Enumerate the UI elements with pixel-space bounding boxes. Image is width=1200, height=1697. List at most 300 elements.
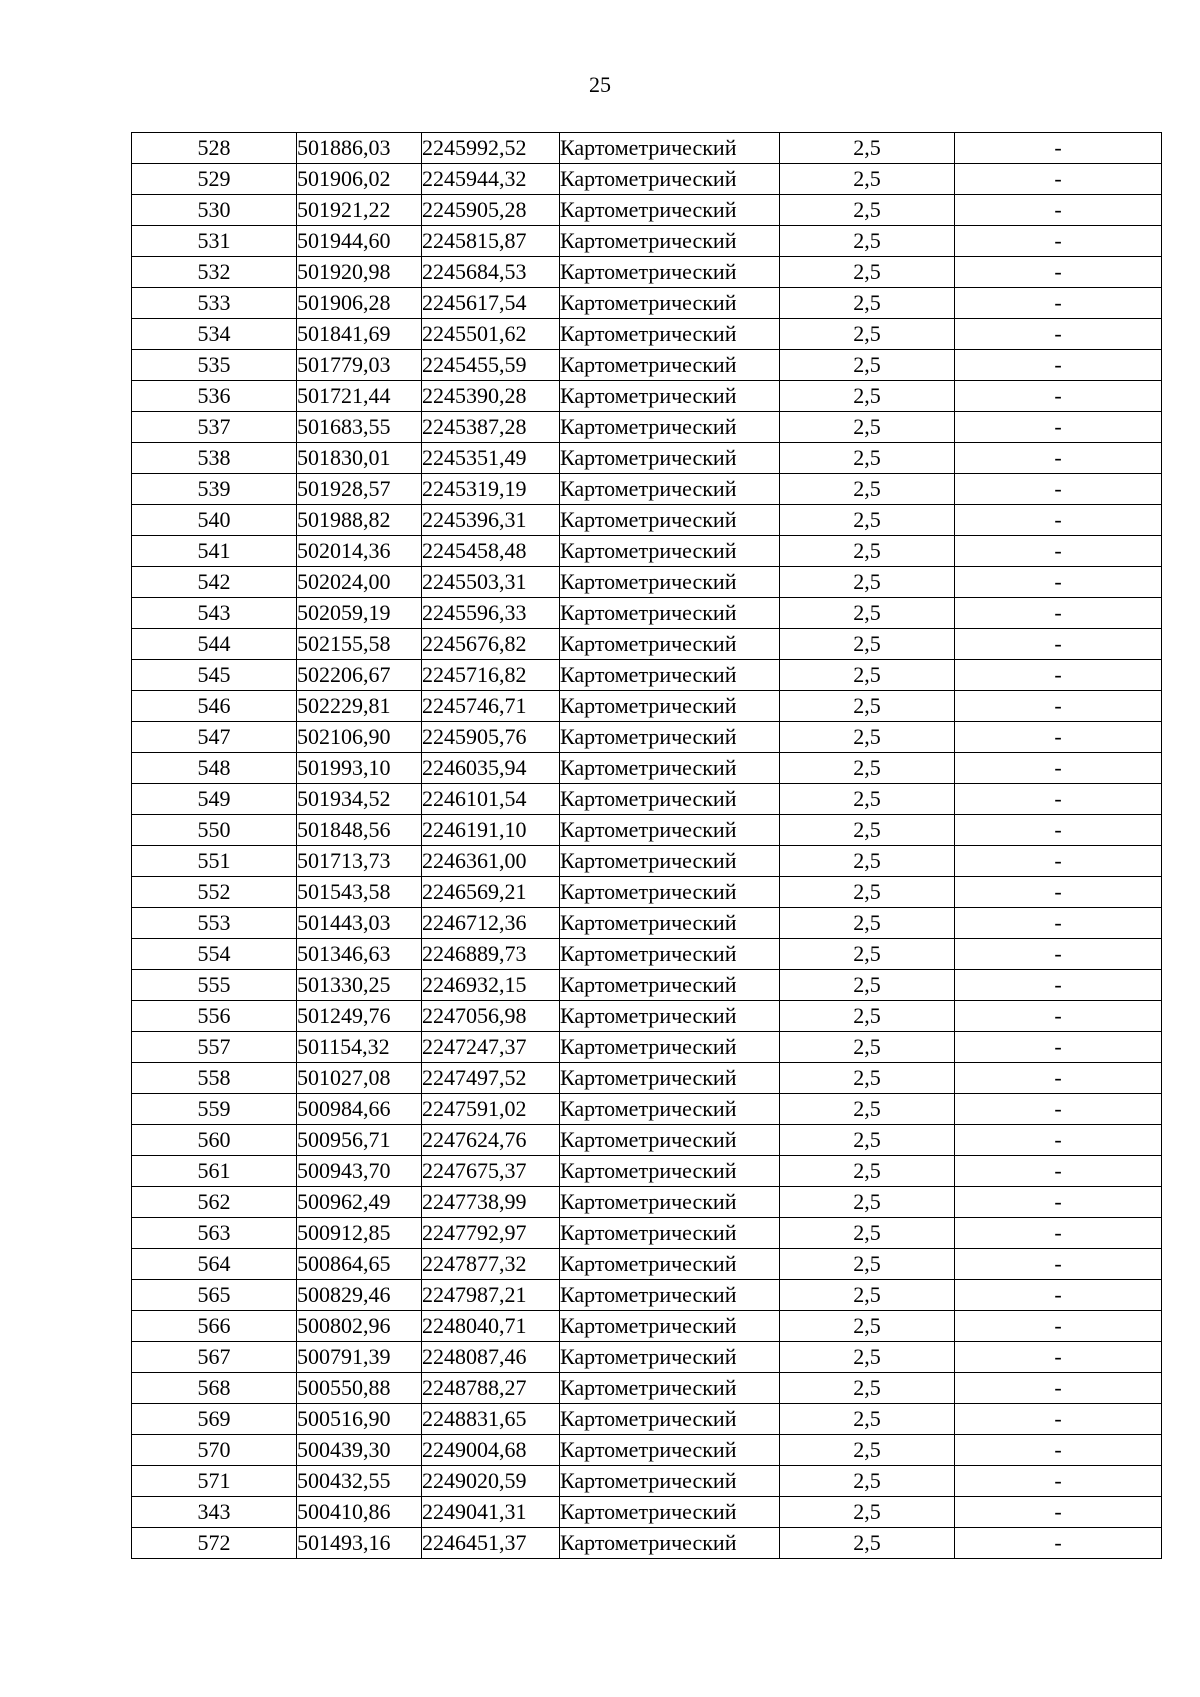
table-row: [132, 1187, 1162, 1218]
table-row: [132, 1001, 1162, 1032]
x-coordinate-cell: 501934,52: [297, 784, 422, 815]
x-coordinate-cell: 501993,10: [297, 753, 422, 784]
table-row: [132, 846, 1162, 877]
description-cell: -: [955, 939, 1162, 970]
method-cell: Картометрический: [560, 381, 780, 412]
accuracy-cell: 2,5: [780, 288, 955, 319]
y-coordinate-cell: 2246035,94: [422, 753, 560, 784]
x-coordinate-cell: 502014,36: [297, 536, 422, 567]
x-coordinate-cell: 501683,55: [297, 412, 422, 443]
description-cell: -: [955, 412, 1162, 443]
x-coordinate-cell: 500864,65: [297, 1249, 422, 1280]
method-cell: Картометрический: [560, 1435, 780, 1466]
y-coordinate-cell: 2245617,54: [422, 288, 560, 319]
description-cell: -: [955, 474, 1162, 505]
point-number-cell: 561: [132, 1156, 297, 1187]
description-cell: -: [955, 381, 1162, 412]
method-cell: Картометрический: [560, 691, 780, 722]
table-row: [132, 381, 1162, 412]
point-number-cell: 562: [132, 1187, 297, 1218]
description-cell: -: [955, 846, 1162, 877]
point-number-cell: 551: [132, 846, 297, 877]
description-cell: -: [955, 164, 1162, 195]
x-coordinate-cell: 501713,73: [297, 846, 422, 877]
description-cell: -: [955, 1249, 1162, 1280]
method-cell: Картометрический: [560, 1218, 780, 1249]
y-coordinate-cell: 2248831,65: [422, 1404, 560, 1435]
x-coordinate-cell: 501928,57: [297, 474, 422, 505]
y-coordinate-cell: 2247591,02: [422, 1094, 560, 1125]
description-cell: -: [955, 1218, 1162, 1249]
page-number: 25: [589, 72, 611, 97]
description-cell: -: [955, 1528, 1162, 1559]
table-row: [132, 443, 1162, 474]
y-coordinate-cell: 2249020,59: [422, 1466, 560, 1497]
point-number-cell: 550: [132, 815, 297, 846]
description-cell: -: [955, 257, 1162, 288]
method-cell: Картометрический: [560, 970, 780, 1001]
accuracy-cell: 2,5: [780, 598, 955, 629]
description-cell: -: [955, 1404, 1162, 1435]
accuracy-cell: 2,5: [780, 1404, 955, 1435]
point-number-cell: 536: [132, 381, 297, 412]
description-cell: -: [955, 567, 1162, 598]
method-cell: Картометрический: [560, 319, 780, 350]
point-number-cell: 540: [132, 505, 297, 536]
point-number-cell: 547: [132, 722, 297, 753]
point-number-cell: 560: [132, 1125, 297, 1156]
accuracy-cell: 2,5: [780, 226, 955, 257]
table-row: [132, 536, 1162, 567]
x-coordinate-cell: 500984,66: [297, 1094, 422, 1125]
y-coordinate-cell: 2245944,32: [422, 164, 560, 195]
point-number-cell: 546: [132, 691, 297, 722]
table-row: [132, 753, 1162, 784]
method-cell: Картометрический: [560, 536, 780, 567]
table-row: [132, 1342, 1162, 1373]
accuracy-cell: 2,5: [780, 1094, 955, 1125]
method-cell: Картометрический: [560, 1063, 780, 1094]
x-coordinate-cell: 501848,56: [297, 815, 422, 846]
point-number-cell: 559: [132, 1094, 297, 1125]
description-cell: -: [955, 877, 1162, 908]
point-number-cell: 569: [132, 1404, 297, 1435]
description-cell: -: [955, 1125, 1162, 1156]
method-cell: Картометрический: [560, 567, 780, 598]
table-row: [132, 1156, 1162, 1187]
table-row: [132, 505, 1162, 536]
method-cell: Картометрический: [560, 1125, 780, 1156]
x-coordinate-cell: 500829,46: [297, 1280, 422, 1311]
point-number-cell: 557: [132, 1032, 297, 1063]
accuracy-cell: 2,5: [780, 784, 955, 815]
accuracy-cell: 2,5: [780, 753, 955, 784]
method-cell: Картометрический: [560, 1032, 780, 1063]
point-number-cell: 572: [132, 1528, 297, 1559]
y-coordinate-cell: 2247877,32: [422, 1249, 560, 1280]
point-number-cell: 555: [132, 970, 297, 1001]
method-cell: Картометрический: [560, 908, 780, 939]
point-number-cell: 542: [132, 567, 297, 598]
x-coordinate-cell: 500439,30: [297, 1435, 422, 1466]
y-coordinate-cell: 2247792,97: [422, 1218, 560, 1249]
y-coordinate-cell: 2245905,76: [422, 722, 560, 753]
accuracy-cell: 2,5: [780, 1249, 955, 1280]
accuracy-cell: 2,5: [780, 381, 955, 412]
y-coordinate-cell: 2245351,49: [422, 443, 560, 474]
method-cell: Картометрический: [560, 1311, 780, 1342]
y-coordinate-cell: 2245387,28: [422, 412, 560, 443]
y-coordinate-cell: 2245390,28: [422, 381, 560, 412]
y-coordinate-cell: 2248040,71: [422, 1311, 560, 1342]
accuracy-cell: 2,5: [780, 505, 955, 536]
accuracy-cell: 2,5: [780, 722, 955, 753]
x-coordinate-cell: 500791,39: [297, 1342, 422, 1373]
y-coordinate-cell: 2247738,99: [422, 1187, 560, 1218]
y-coordinate-cell: 2245992,52: [422, 133, 560, 164]
x-coordinate-cell: 502106,90: [297, 722, 422, 753]
method-cell: Картометрический: [560, 1280, 780, 1311]
y-coordinate-cell: 2246712,36: [422, 908, 560, 939]
method-cell: Картометрический: [560, 1001, 780, 1032]
accuracy-cell: 2,5: [780, 567, 955, 598]
x-coordinate-cell: 500956,71: [297, 1125, 422, 1156]
table-row: [132, 567, 1162, 598]
x-coordinate-cell: 502229,81: [297, 691, 422, 722]
table-row: [132, 877, 1162, 908]
description-cell: -: [955, 629, 1162, 660]
x-coordinate-cell: 501330,25: [297, 970, 422, 1001]
accuracy-cell: 2,5: [780, 1063, 955, 1094]
x-coordinate-cell: 502024,00: [297, 567, 422, 598]
accuracy-cell: 2,5: [780, 1466, 955, 1497]
method-cell: Картометрический: [560, 474, 780, 505]
point-number-cell: 532: [132, 257, 297, 288]
y-coordinate-cell: 2246361,00: [422, 846, 560, 877]
point-number-cell: 564: [132, 1249, 297, 1280]
method-cell: Картометрический: [560, 505, 780, 536]
table-row: [132, 784, 1162, 815]
accuracy-cell: 2,5: [780, 815, 955, 846]
x-coordinate-cell: 502206,67: [297, 660, 422, 691]
x-coordinate-cell: 501154,32: [297, 1032, 422, 1063]
table-row: [132, 908, 1162, 939]
method-cell: Картометрический: [560, 133, 780, 164]
point-number-cell: 563: [132, 1218, 297, 1249]
table-row: [132, 660, 1162, 691]
x-coordinate-cell: 502155,58: [297, 629, 422, 660]
accuracy-cell: 2,5: [780, 133, 955, 164]
coordinates-table: [131, 132, 1162, 1559]
table-row: [132, 133, 1162, 164]
table-row: [132, 1125, 1162, 1156]
x-coordinate-cell: 501443,03: [297, 908, 422, 939]
x-coordinate-cell: 501493,16: [297, 1528, 422, 1559]
description-cell: -: [955, 1466, 1162, 1497]
x-coordinate-cell: 500802,96: [297, 1311, 422, 1342]
point-number-cell: 544: [132, 629, 297, 660]
table-row: [132, 970, 1162, 1001]
point-number-cell: 553: [132, 908, 297, 939]
table-row: [132, 288, 1162, 319]
method-cell: Картометрический: [560, 846, 780, 877]
method-cell: Картометрический: [560, 629, 780, 660]
description-cell: -: [955, 443, 1162, 474]
table-row: [132, 1094, 1162, 1125]
table-row: [132, 226, 1162, 257]
description-cell: -: [955, 1094, 1162, 1125]
method-cell: Картометрический: [560, 660, 780, 691]
coordinates-table-body: [132, 133, 1162, 1559]
x-coordinate-cell: 501249,76: [297, 1001, 422, 1032]
accuracy-cell: 2,5: [780, 629, 955, 660]
method-cell: Картометрический: [560, 1497, 780, 1528]
table-row: [132, 474, 1162, 505]
method-cell: Картометрический: [560, 939, 780, 970]
x-coordinate-cell: 501027,08: [297, 1063, 422, 1094]
y-coordinate-cell: 2249004,68: [422, 1435, 560, 1466]
table-row: [132, 1311, 1162, 1342]
x-coordinate-cell: 501886,03: [297, 133, 422, 164]
table-row: [132, 1528, 1162, 1559]
description-cell: -: [955, 133, 1162, 164]
point-number-cell: 556: [132, 1001, 297, 1032]
method-cell: Картометрический: [560, 722, 780, 753]
accuracy-cell: 2,5: [780, 350, 955, 381]
method-cell: Картометрический: [560, 1373, 780, 1404]
point-number-cell: 537: [132, 412, 297, 443]
table-row: [132, 598, 1162, 629]
method-cell: Картометрический: [560, 1249, 780, 1280]
accuracy-cell: 2,5: [780, 939, 955, 970]
table-row: [132, 939, 1162, 970]
table-row: [132, 319, 1162, 350]
point-number-cell: 549: [132, 784, 297, 815]
table-row: [132, 1280, 1162, 1311]
y-coordinate-cell: 2247497,52: [422, 1063, 560, 1094]
description-cell: -: [955, 1063, 1162, 1094]
accuracy-cell: 2,5: [780, 1280, 955, 1311]
accuracy-cell: 2,5: [780, 319, 955, 350]
x-coordinate-cell: 501841,69: [297, 319, 422, 350]
point-number-cell: 535: [132, 350, 297, 381]
y-coordinate-cell: 2245501,62: [422, 319, 560, 350]
description-cell: -: [955, 1373, 1162, 1404]
table-row: [132, 1497, 1162, 1528]
description-cell: -: [955, 691, 1162, 722]
y-coordinate-cell: 2247247,37: [422, 1032, 560, 1063]
method-cell: Картометрический: [560, 164, 780, 195]
x-coordinate-cell: 501346,63: [297, 939, 422, 970]
table-row: [132, 722, 1162, 753]
point-number-cell: 529: [132, 164, 297, 195]
point-number-cell: 565: [132, 1280, 297, 1311]
x-coordinate-cell: 502059,19: [297, 598, 422, 629]
y-coordinate-cell: 2246451,37: [422, 1528, 560, 1559]
x-coordinate-cell: 501779,03: [297, 350, 422, 381]
description-cell: -: [955, 1032, 1162, 1063]
description-cell: -: [955, 660, 1162, 691]
point-number-cell: 533: [132, 288, 297, 319]
accuracy-cell: 2,5: [780, 660, 955, 691]
description-cell: -: [955, 1156, 1162, 1187]
point-number-cell: 554: [132, 939, 297, 970]
method-cell: Картометрический: [560, 1094, 780, 1125]
accuracy-cell: 2,5: [780, 1528, 955, 1559]
y-coordinate-cell: 2245319,19: [422, 474, 560, 505]
point-number-cell: 567: [132, 1342, 297, 1373]
x-coordinate-cell: 501721,44: [297, 381, 422, 412]
method-cell: Картометрический: [560, 443, 780, 474]
table-row: [132, 815, 1162, 846]
table-row: [132, 412, 1162, 443]
x-coordinate-cell: 501906,02: [297, 164, 422, 195]
point-number-cell: 531: [132, 226, 297, 257]
description-cell: -: [955, 1311, 1162, 1342]
method-cell: Картометрический: [560, 784, 780, 815]
y-coordinate-cell: 2245684,53: [422, 257, 560, 288]
accuracy-cell: 2,5: [780, 1218, 955, 1249]
accuracy-cell: 2,5: [780, 164, 955, 195]
method-cell: Картометрический: [560, 1528, 780, 1559]
y-coordinate-cell: 2245503,31: [422, 567, 560, 598]
description-cell: -: [955, 1497, 1162, 1528]
x-coordinate-cell: 501988,82: [297, 505, 422, 536]
x-coordinate-cell: 500516,90: [297, 1404, 422, 1435]
accuracy-cell: 2,5: [780, 412, 955, 443]
y-coordinate-cell: 2246889,73: [422, 939, 560, 970]
method-cell: Картометрический: [560, 877, 780, 908]
point-number-cell: 528: [132, 133, 297, 164]
x-coordinate-cell: 500943,70: [297, 1156, 422, 1187]
accuracy-cell: 2,5: [780, 908, 955, 939]
x-coordinate-cell: 500912,85: [297, 1218, 422, 1249]
y-coordinate-cell: 2246101,54: [422, 784, 560, 815]
accuracy-cell: 2,5: [780, 536, 955, 567]
method-cell: Картометрический: [560, 412, 780, 443]
point-number-cell: 566: [132, 1311, 297, 1342]
accuracy-cell: 2,5: [780, 1156, 955, 1187]
accuracy-cell: 2,5: [780, 1001, 955, 1032]
point-number-cell: 570: [132, 1435, 297, 1466]
y-coordinate-cell: 2247987,21: [422, 1280, 560, 1311]
point-number-cell: 571: [132, 1466, 297, 1497]
table-row: [132, 1249, 1162, 1280]
description-cell: -: [955, 536, 1162, 567]
y-coordinate-cell: 2245676,82: [422, 629, 560, 660]
table-row: [132, 195, 1162, 226]
method-cell: Картометрический: [560, 195, 780, 226]
y-coordinate-cell: 2245815,87: [422, 226, 560, 257]
y-coordinate-cell: 2245905,28: [422, 195, 560, 226]
description-cell: -: [955, 1342, 1162, 1373]
method-cell: Картометрический: [560, 1342, 780, 1373]
y-coordinate-cell: 2246191,10: [422, 815, 560, 846]
description-cell: -: [955, 722, 1162, 753]
y-coordinate-cell: 2247675,37: [422, 1156, 560, 1187]
point-number-cell: 558: [132, 1063, 297, 1094]
table-row: [132, 691, 1162, 722]
table-row: [132, 1404, 1162, 1435]
table-row: [132, 1373, 1162, 1404]
accuracy-cell: 2,5: [780, 1311, 955, 1342]
description-cell: -: [955, 1280, 1162, 1311]
accuracy-cell: 2,5: [780, 1373, 955, 1404]
point-number-cell: 552: [132, 877, 297, 908]
y-coordinate-cell: 2248087,46: [422, 1342, 560, 1373]
accuracy-cell: 2,5: [780, 1497, 955, 1528]
description-cell: -: [955, 815, 1162, 846]
y-coordinate-cell: 2246932,15: [422, 970, 560, 1001]
method-cell: Картометрический: [560, 1466, 780, 1497]
table-row: [132, 257, 1162, 288]
description-cell: -: [955, 195, 1162, 226]
method-cell: Картометрический: [560, 226, 780, 257]
description-cell: -: [955, 598, 1162, 629]
point-number-cell: 541: [132, 536, 297, 567]
y-coordinate-cell: 2245458,48: [422, 536, 560, 567]
description-cell: -: [955, 970, 1162, 1001]
table-row: [132, 1435, 1162, 1466]
description-cell: -: [955, 1435, 1162, 1466]
point-number-cell: 530: [132, 195, 297, 226]
table-row: [132, 1032, 1162, 1063]
accuracy-cell: 2,5: [780, 1032, 955, 1063]
description-cell: -: [955, 288, 1162, 319]
x-coordinate-cell: 501920,98: [297, 257, 422, 288]
method-cell: Картометрический: [560, 257, 780, 288]
y-coordinate-cell: 2245396,31: [422, 505, 560, 536]
accuracy-cell: 2,5: [780, 1342, 955, 1373]
table-row: [132, 164, 1162, 195]
point-number-cell: 534: [132, 319, 297, 350]
accuracy-cell: 2,5: [780, 1125, 955, 1156]
description-cell: -: [955, 226, 1162, 257]
y-coordinate-cell: 2245716,82: [422, 660, 560, 691]
x-coordinate-cell: 501921,22: [297, 195, 422, 226]
point-number-cell: 548: [132, 753, 297, 784]
x-coordinate-cell: 501944,60: [297, 226, 422, 257]
y-coordinate-cell: 2245596,33: [422, 598, 560, 629]
description-cell: -: [955, 784, 1162, 815]
accuracy-cell: 2,5: [780, 195, 955, 226]
x-coordinate-cell: 501830,01: [297, 443, 422, 474]
table-row: [132, 1063, 1162, 1094]
accuracy-cell: 2,5: [780, 1187, 955, 1218]
y-coordinate-cell: 2247056,98: [422, 1001, 560, 1032]
description-cell: -: [955, 1187, 1162, 1218]
point-number-cell: 568: [132, 1373, 297, 1404]
accuracy-cell: 2,5: [780, 846, 955, 877]
point-number-cell: 545: [132, 660, 297, 691]
accuracy-cell: 2,5: [780, 474, 955, 505]
description-cell: -: [955, 350, 1162, 381]
description-cell: -: [955, 1001, 1162, 1032]
x-coordinate-cell: 500432,55: [297, 1466, 422, 1497]
description-cell: -: [955, 753, 1162, 784]
y-coordinate-cell: 2248788,27: [422, 1373, 560, 1404]
table-row: [132, 350, 1162, 381]
y-coordinate-cell: 2249041,31: [422, 1497, 560, 1528]
y-coordinate-cell: 2245746,71: [422, 691, 560, 722]
method-cell: Картометрический: [560, 598, 780, 629]
point-number-cell: 543: [132, 598, 297, 629]
y-coordinate-cell: 2245455,59: [422, 350, 560, 381]
table-row: [132, 1218, 1162, 1249]
x-coordinate-cell: 500962,49: [297, 1187, 422, 1218]
accuracy-cell: 2,5: [780, 443, 955, 474]
method-cell: Картометрический: [560, 1156, 780, 1187]
